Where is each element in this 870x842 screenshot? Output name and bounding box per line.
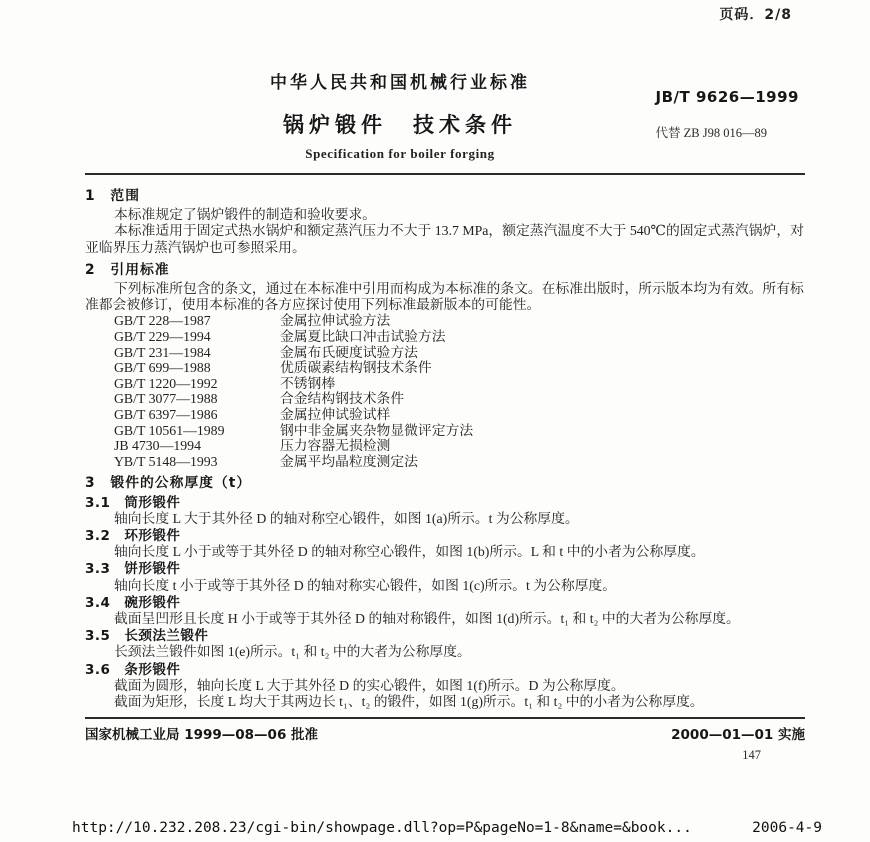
subsection-heading: 3.3 饼形锻件 <box>85 561 181 578</box>
reference-title: 金属布氏硬度试验方法 <box>279 344 418 360</box>
reference-code: JB 4730—1994 <box>113 438 201 454</box>
reference-title: 金属拉伸试验试样 <box>279 406 391 422</box>
paragraph: 截面呈凹形且长度 H 小于或等于其外径 D 的轴对称锻件，如图 1(d)所示。t₁ 和 t₂ 中的大者为公称厚度。 <box>113 610 740 626</box>
reference-code: GB/T 228—1987 <box>113 313 211 329</box>
reference-item <box>85 376 807 392</box>
status-line <box>72 820 822 836</box>
reference-title: 不锈钢棒 <box>279 375 336 391</box>
reference-item <box>85 438 807 454</box>
paragraph: 本标准适用于固定式热水锅炉和额定蒸汽压力不大于 13.7 MPa，额定蒸汽温度不大于 540℃的固定式蒸汽锅炉，对亚临界压力蒸汽锅炉也可参照采用。 <box>85 223 804 255</box>
reference-title: 钢中非金属夹杂物显微评定方法 <box>279 422 474 438</box>
paragraph: 轴向长度 t 小于或等于其外径 D 的轴对称实心锻件，如图 1(c)所示。t 为公称厚度。 <box>113 577 617 593</box>
reference-code: GB/T 10561—1989 <box>113 422 225 438</box>
page-number: 147 <box>742 748 761 762</box>
reference-code: GB/T 6397—1986 <box>113 406 218 422</box>
reference-item <box>85 345 807 361</box>
section-heading: 2 引用标准 <box>85 261 170 278</box>
subsection-heading: 3.6 条形锻件 <box>85 661 181 678</box>
reference-title: 金属平均晶粒度测定法 <box>279 453 418 469</box>
reference-title: 金属拉伸试验方法 <box>279 313 391 329</box>
reference-title: 优质碳素结构钢技术条件 <box>279 360 432 376</box>
approval-note: 国家机械工业局 1999—08—06 批准 <box>85 727 319 743</box>
paragraph: 轴向长度 L 大于其外径 D 的轴对称空心锻件，如图 1(a)所示。t 为公称厚度。 <box>113 510 579 526</box>
paragraph: 下列标准所包含的条文，通过在本标准中引用而构成为本标准的条文。在标准出版时，所示版本均为有效。所有标准都会被修订，使用本标准的各方应探讨使用下列标准最新版本的可能性。 <box>85 281 804 313</box>
section-heading: 3 锻件的公称厚度（t） <box>85 475 252 492</box>
doc-title-en: Specification for boiler forging <box>305 146 495 161</box>
header-rule <box>85 173 805 175</box>
section-heading: 1 范围 <box>85 188 140 204</box>
doc-header <box>85 56 805 173</box>
status-date: 2006-4-9 <box>752 820 822 836</box>
document-page <box>85 56 805 762</box>
paragraph: 本标准规定了锅炉锻件的制造和验收要求。 <box>113 207 377 223</box>
standard-type-label: 中华人民共和国机械行业标准 <box>270 73 530 93</box>
doc-title-cn: 锅炉锻件 技术条件 <box>283 113 517 137</box>
subsection-heading: 3.5 长颈法兰锻件 <box>85 628 209 645</box>
reference-item <box>85 329 807 345</box>
standard-number: JB/T 9626—1999 <box>655 88 799 106</box>
reference-code: GB/T 3077—1988 <box>113 391 218 407</box>
reference-item <box>85 423 807 439</box>
reference-code: GB/T 699—1988 <box>113 360 211 376</box>
implementation-note: 2000—01—01 实施 <box>671 727 805 743</box>
reference-title: 压力容器无损检测 <box>279 438 391 454</box>
reference-code: GB/T 231—1984 <box>113 344 211 360</box>
footer-rule <box>85 717 805 719</box>
page-indicator: 页码．2/8 <box>719 7 792 23</box>
paragraph: 截面为矩形，长度 L 均大于其两边长 t₁、t₂ 的锻件，如图 1(g)所示。t₁ 和 t₂ 中的小者为公称厚度。 <box>113 694 704 709</box>
paragraph: 长颈法兰锻件如图 1(e)所示。t₁ 和 t₂ 中的大者为公称厚度。 <box>113 644 471 660</box>
reference-title: 金属夏比缺口冲击试验方法 <box>279 329 446 345</box>
reference-item <box>85 407 807 423</box>
subsection-heading: 3.4 碗形锻件 <box>85 594 181 611</box>
paragraph: 截面为圆形，轴向长度 L 大于其外径 D 的实心锻件，如图 1(f)所示。D 为公称厚度。 <box>113 677 625 693</box>
doc-title-block <box>85 68 715 162</box>
reference-title: 合金结构钢技术条件 <box>279 391 405 407</box>
reference-item <box>85 454 807 470</box>
doc-body <box>85 182 807 710</box>
replaces-note: 代替 ZB J98 016—89 <box>655 126 768 140</box>
subsection-heading: 3.1 筒形锻件 <box>85 494 181 511</box>
reference-code: GB/T 1220—1992 <box>113 375 218 391</box>
reference-code: GB/T 229—1994 <box>113 329 211 345</box>
reference-code: YB/T 5148—1993 <box>113 453 218 469</box>
paragraph: 轴向长度 L 小于或等于其外径 D 的轴对称空心锻件，如图 1(b)所示。L 和 t 中的小者为公称厚度。 <box>113 544 705 560</box>
subsection-heading: 3.2 环形锻件 <box>85 527 181 544</box>
reference-item <box>85 391 807 407</box>
source-url: http://10.232.208.23/cgi-bin/showpage.dll?op=P&pageNo=1-8&name=&book... <box>72 820 692 836</box>
doc-footer <box>85 723 805 743</box>
reference-item <box>85 313 807 329</box>
reference-item <box>85 360 807 376</box>
standard-number-block <box>656 88 799 141</box>
